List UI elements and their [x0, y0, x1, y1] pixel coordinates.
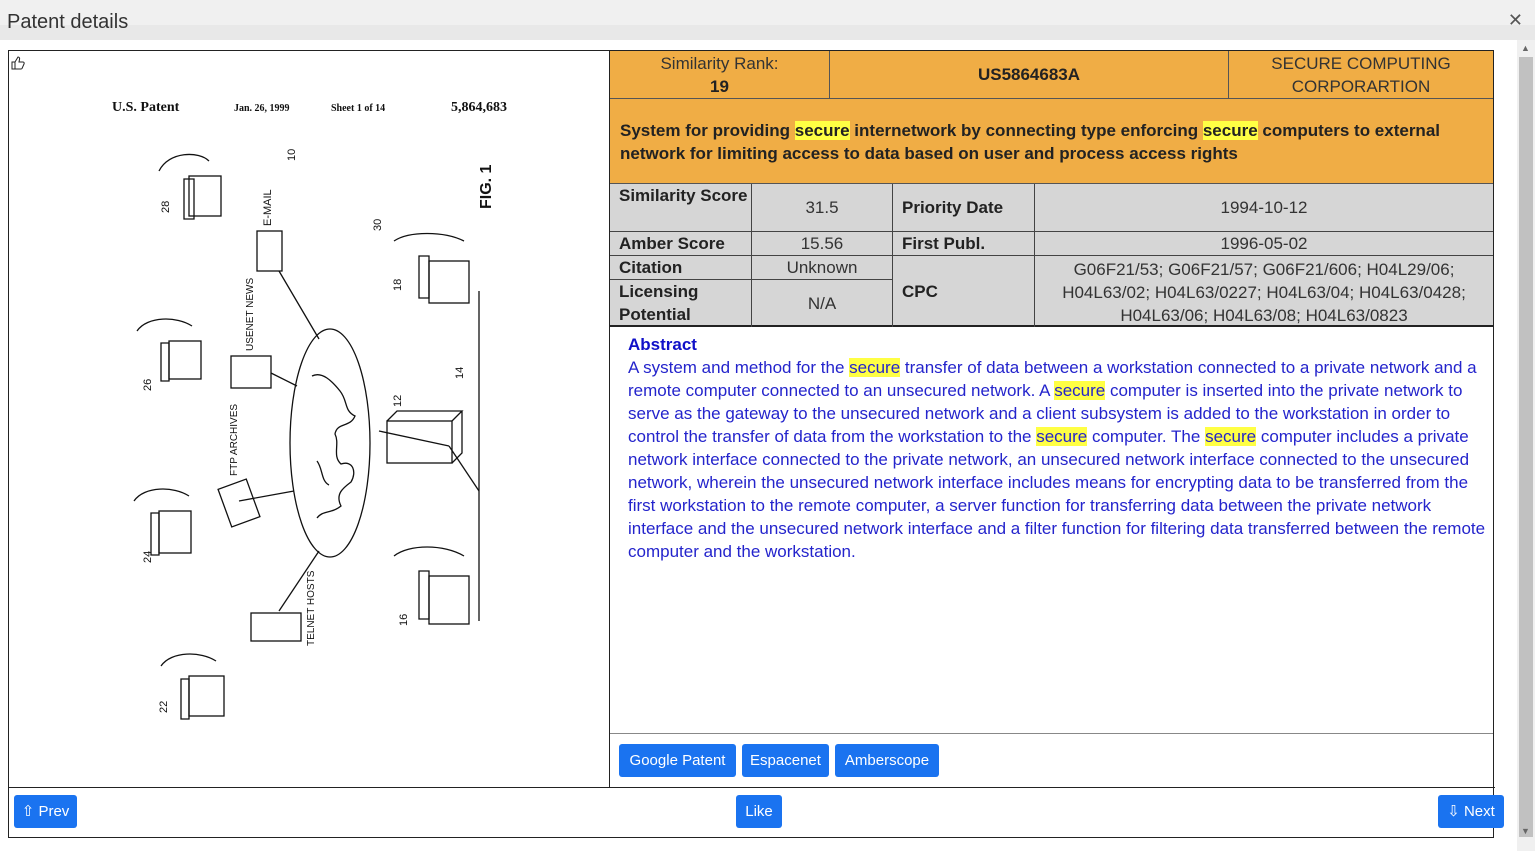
amberscope-button[interactable]: Amberscope	[835, 744, 939, 777]
patent-metadata-table	[610, 184, 1493, 327]
abstract-text	[628, 356, 1488, 563]
similarity-rank-cell	[610, 51, 830, 98]
drawing-header-left: U.S. Patent	[112, 100, 180, 115]
drawing-label-26: 26	[142, 378, 154, 391]
dialog-title: Patent details	[7, 11, 129, 33]
navigation-footer	[9, 787, 1495, 837]
drawing-label-16: 16	[398, 613, 410, 626]
drawing-label-28: 28	[160, 200, 172, 213]
priority-date-value: 1994-10-12	[1035, 184, 1493, 232]
google-patent-button[interactable]: Google Patent	[619, 744, 736, 777]
close-icon[interactable]: ✕	[1507, 10, 1523, 30]
first-publ-value: 1996-05-02	[1035, 232, 1493, 256]
patent-figure	[9, 51, 609, 787]
patent-details-panel	[8, 50, 1494, 838]
drawing-header-date: Jan. 26, 1999	[234, 103, 290, 114]
fig-label: FIG. 1	[478, 164, 495, 209]
header-row	[610, 51, 1493, 99]
like-button[interactable]: Like	[736, 795, 782, 828]
drawing-header-sheet: Sheet 1 of 14	[331, 103, 386, 114]
priority-date-label: Priority Date	[893, 184, 1035, 232]
titlebar-strip	[0, 25, 1535, 40]
prev-button[interactable]: ⇧ Prev	[14, 795, 77, 828]
patent-title	[620, 119, 1480, 165]
drawing-label-ftp: FTP ARCHIVES	[229, 403, 240, 476]
drawing-label-18: 18	[392, 278, 404, 291]
title-text: System for providing	[620, 121, 795, 140]
patent-info-pane	[610, 51, 1493, 787]
drawing-label-10: 10	[286, 148, 298, 161]
assignee: SECURE COMPUTING CORPORARTION	[1271, 54, 1451, 96]
abstract-text-part: computer is inserted into the private network to serve as the gateway to the unsecured network and a client subsystem is added to the workstation in order to control the transfer of data from the workstation to the	[628, 381, 1463, 446]
patent-number: US5864683A	[830, 51, 1229, 98]
title-highlight: secure	[794, 121, 850, 140]
next-button[interactable]: ⇩ Next	[1438, 795, 1504, 828]
citation-value: Unknown	[752, 256, 893, 280]
first-publ-label: First Publ.	[893, 232, 1035, 256]
drawing-header-number: 5,864,683	[451, 100, 507, 115]
external-links-bar	[610, 733, 1493, 787]
scrollbar-thumb[interactable]	[1519, 57, 1533, 837]
drawing-label-usenet: USENET NEWS	[245, 277, 256, 351]
drawing-label-telnet: TELNET HOSTS	[306, 570, 317, 646]
citation-label: Citation	[610, 256, 752, 280]
similarity-score-label: Similarity Score	[610, 184, 752, 232]
abstract-highlight: secure	[849, 358, 901, 377]
licensing-value: N/A	[752, 280, 893, 327]
patent-header	[610, 51, 1493, 184]
title-highlight: secure	[1202, 121, 1258, 140]
drawing-label-24: 24	[142, 550, 154, 563]
abstract-section	[628, 333, 1488, 563]
similarity-rank-label: Similarity Rank:	[660, 54, 779, 73]
cpc-value: G06F21/53; G06F21/57; G06F21/606; H04L29/06; H04L63/02; H04L63/0227; H04L63/04; H04L63/0428; H04L63/06; H04L63/08; H04L63/0823	[1062, 260, 1466, 325]
cpc-label: CPC	[893, 256, 1035, 327]
amber-score-label: Amber Score	[610, 232, 752, 256]
amber-score-value: 15.56	[752, 232, 893, 256]
abstract-highlight: secure	[1036, 427, 1088, 446]
patent-drawing-pane	[9, 51, 610, 787]
similarity-rank-value: 19	[710, 77, 729, 96]
scroll-down-arrow-icon[interactable]: ▼	[1521, 826, 1530, 836]
drawing-label-30: 30	[372, 218, 384, 231]
drawing-label-12: 12	[392, 394, 404, 407]
abstract-text-part: A system and method for the	[628, 358, 850, 377]
abstract-text-part: transfer of data between a workstation connected to a private network and a remote computer connected to an unsecured network. A	[628, 358, 1477, 400]
vertical-scrollbar[interactable]	[1517, 40, 1535, 851]
title-text: internetwork by connecting type enforcing	[849, 121, 1203, 140]
abstract-text-part: computer. The	[1087, 427, 1206, 446]
abstract-text-part: computer includes a private network interface connected to the private network, an unsecured network interface connected to the unsecured network, wherein the unsecured network interface includes means for encrypting data to be transferred from the first workstation to the remote computer, a server function for transferring data between the private network interface and the unsecured network interface and a filter function for filtering data transferred between the remote computer and the workstation.	[628, 427, 1486, 561]
abstract-heading: Abstract	[628, 335, 697, 354]
similarity-score-value: 31.5	[752, 184, 893, 232]
title-text: computers to external network for limiting access to data based on user and process access rights	[620, 121, 1440, 163]
drawing-label-22: 22	[158, 700, 170, 713]
drawing-label-email: E-MAIL	[262, 189, 274, 226]
espacenet-button[interactable]: Espacenet	[742, 744, 829, 777]
drawing-label-14: 14	[454, 366, 466, 379]
dialog-titlebar	[0, 0, 1535, 40]
scroll-up-arrow-icon[interactable]: ▲	[1521, 43, 1530, 53]
abstract-highlight: secure	[1054, 381, 1106, 400]
abstract-highlight: secure	[1205, 427, 1257, 446]
licensing-label: Licensing Potential	[610, 280, 752, 327]
